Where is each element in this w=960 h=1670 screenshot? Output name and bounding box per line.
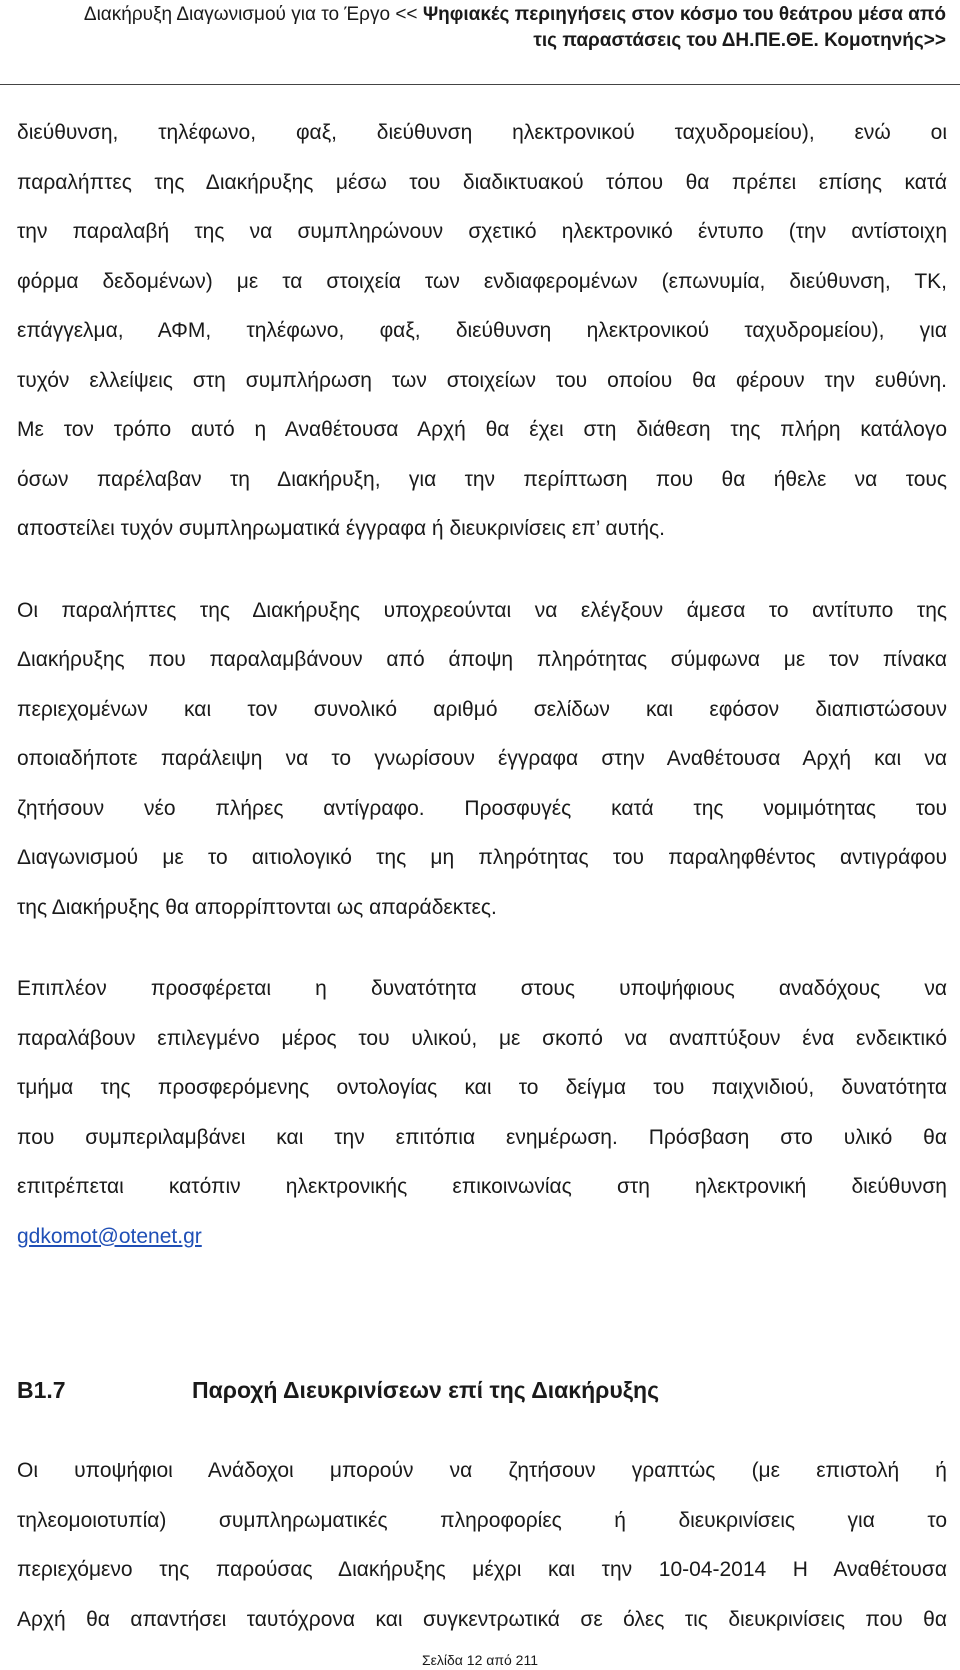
paragraph-recipients-form — [17, 108, 947, 554]
text-line: επάγγελμα, ΑΦΜ, τηλέφωνο, φαξ, διεύθυνση ηλεκτρονικού ταχυδρομείου), για — [17, 319, 947, 342]
header-title-prefix: Διακήρυξη Διαγωνισμού για το Έργο << — [83, 4, 423, 25]
text-line: Διαγωνισμού με το αιτιολογικό της μη πληρότητας του παραληφθέντος αντιγράφου — [17, 846, 947, 869]
text-line: Διακήρυξης που παραλαμβάνουν από άποψη πληρότητας σύμφωνα με τον πίνακα — [17, 648, 947, 671]
header-divider — [0, 84, 960, 85]
text-line: παραλάβουν επιλεγμένο μέρος του υλικού, με σκοπό να αναπτύξουν ένα ενδεικτικό — [17, 1026, 947, 1050]
text-line: που συμπεριλαμβάνει και την επιτόπια ενημέρωση. Πρόσβαση στο υλικό θα — [17, 1125, 947, 1149]
document-body — [17, 108, 947, 1644]
section-heading — [17, 1367, 947, 1413]
paragraph-material-access — [17, 964, 947, 1261]
text-line: παραλήπτες της Διακήρυξης μέσω του διαδικτυακού τόπου θα πρέπει επίσης κατά — [17, 170, 947, 194]
text-line: την παραλαβή της να συμπληρώνουν σχετικό ηλεκτρονικό έντυπο (την αντίστοιχη — [17, 220, 947, 243]
section-title: Παροχή Διευκρινίσεων επί της Διακήρυξης — [192, 1377, 660, 1403]
paragraph-clarifications — [17, 1446, 947, 1644]
email-link[interactable]: gdkomot@otenet.gr — [17, 1224, 202, 1248]
text-line: φόρμα δεδομένων) με τα στοιχεία των ενδιαφερομένων (επωνυμία, διεύθυνση, ΤΚ, — [17, 269, 947, 293]
text-line: τμήμα της προσφερόμενης οντολογίας και το δείγμα του παιχνιδιού, δυνατότητα — [17, 1076, 947, 1099]
header-project-title-part-2: τις παραστάσεις του ΔΗ.ΠΕ.ΘΕ. Κομοτηνής>> — [533, 30, 946, 51]
text-line: διεύθυνση, τηλέφωνο, φαξ, διεύθυνση ηλεκτρονικού ταχυδρομείου), ενώ οι — [17, 121, 947, 144]
page-number-footer: Σελίδα 12 από 211 — [422, 1652, 538, 1668]
text-line: περιεχόμενο της παρούσας Διακήρυξης μέχρι και την 10-04-2014 Η Αναθέτουσα — [17, 1558, 947, 1581]
text-line: Επιπλέον προσφέρεται η δυνατότητα στους υποψήφιους αναδόχους να — [17, 977, 947, 1000]
text-line: ζητήσουν νέο πλήρες αντίγραφο. Προσφυγές κατά της νομιμότητας του — [17, 796, 947, 820]
text-line: αποστείλει τυχόν συμπληρωματικά έγγραφα ή διευκρινίσεις επ’ αυτής. — [17, 517, 665, 540]
text-line: Αρχή θα απαντήσει ταυτόχρονα και συγκεντρωτικά σε όλες τις διευκρινίσεις που θα — [17, 1607, 947, 1631]
header-title-line-2 — [14, 28, 946, 54]
text-line: τυχόν ελλείψεις στη συμπλήρωση των στοιχείων του οποίου θα φέρουν την ευθύνη. — [17, 368, 947, 392]
text-line: οποιαδήποτε παράλειψη να το γνωρίσουν έγγραφα στην Αναθέτουσα Αρχή και να — [17, 747, 947, 770]
text-line — [17, 1212, 947, 1262]
page-header — [0, 0, 960, 84]
text-line: Με τον τρόπο αυτό η Αναθέτουσα Αρχή θα έχει στη διάθεση της πλήρη κατάλογο — [17, 418, 947, 441]
text-line: Οι υποψήφιοι Ανάδοχοι μπορούν να ζητήσουν γραπτώς (με επιστολή ή — [17, 1459, 947, 1482]
header-project-title-part-1: Ψηφιακές περιηγήσεις στον κόσμο του θεάτρου μέσα από — [422, 4, 946, 25]
paragraph-copy-completeness — [17, 586, 947, 933]
text-line: επιτρέπεται κατόπιν ηλεκτρονικής επικοινωνίας στη ηλεκτρονική διεύθυνση — [17, 1175, 947, 1198]
header-title-line-1 — [14, 2, 946, 28]
text-line: όσων παρέλαβαν τη Διακήρυξη, για την περίπτωση που θα ήθελε να τους — [17, 467, 947, 491]
text-line: τηλεομοιοτυπία) συμπληρωματικές πληροφορίες ή διευκρινίσεις για το — [17, 1508, 947, 1532]
text-line: της Διακήρυξης θα απορρίπτονται ως απαράδεκτες. — [17, 895, 497, 919]
section-number: Β1.7 — [17, 1377, 66, 1403]
text-line: Οι παραλήπτες της Διακήρυξης υποχρεούνται να ελέγξουν άμεσα το αντίτυπο της — [17, 598, 947, 622]
text-line: περιεχομένων και τον συνολικό αριθμό σελίδων και εφόσον διαπιστώσουν — [17, 697, 947, 721]
